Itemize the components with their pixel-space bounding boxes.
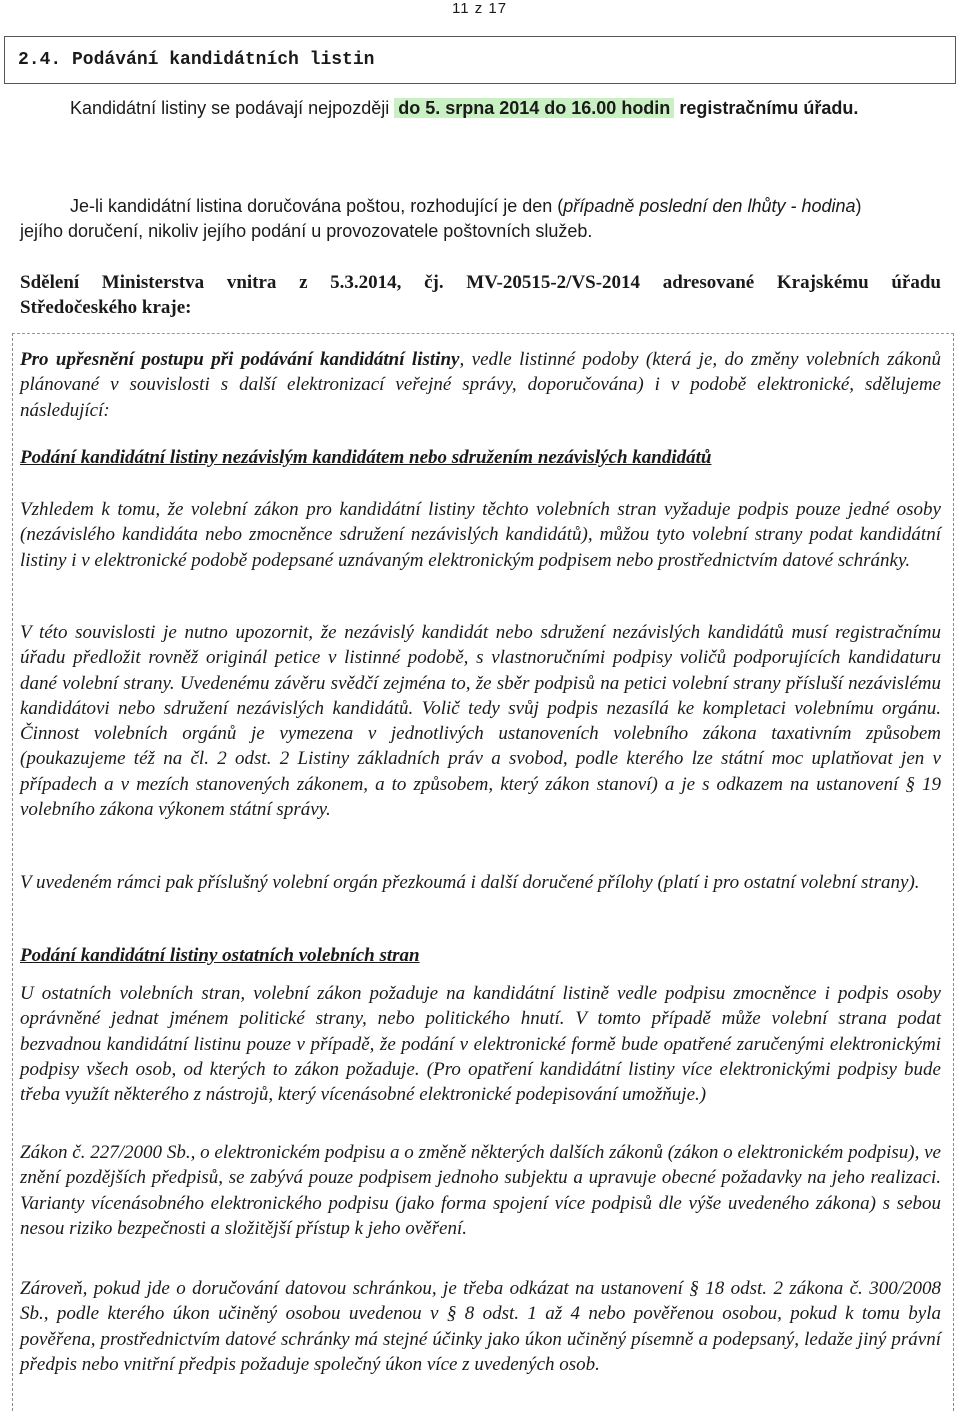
- paragraph-attachments: V uvedeném rámci pak příslušný volební orgán přezkoumá i další doručené přílohy (platí i pro ostatní volební strany).: [20, 872, 920, 893]
- quote-intro-paragraph: [20, 347, 941, 423]
- heading-other-parties: Podání kandidátní listiny ostatních volebních stran: [20, 945, 420, 966]
- quote-intro-bold: Pro upřesnění postupu při podávání kandidátní listiny: [20, 349, 460, 370]
- intro-line: [70, 98, 858, 119]
- mail-line-1: [70, 196, 862, 217]
- page-number: 11 z 17: [452, 0, 508, 17]
- ministry-note-line-1: Sdělení Ministerstva vnitra z 5.3.2014, čj. MV-20515-2/VS-2014 adresované Krajskému úřadu: [20, 272, 941, 293]
- paragraph-data-box: Zároveň, pokud jde o doručování datovou schránkou, je třeba odkázat na ustanovení § 18 odst. 2 zákona č. 300/2008 Sb., podle kterého úkon učiněný osobou uvedenou v § 8 odst. 1 až 4 nebo pověřenou osobou, pokud k tomu byla pověřena, prostřednictvím datové schránky má stejné účinky jako úkon učiněný písemně a podepsaný, ledaže jiný právní předpis nebo vnitřní předpis požaduje společný úkon více z uvedených osob.: [20, 1278, 941, 1375]
- quote-intro-rest: , vedle listinné podoby (která je, do změny volebních zákonů plánované v souvislosti s další elektronizací veřejné správy, doporučována) i v podobě elektronické, sdělujeme následující:: [20, 349, 942, 421]
- intro-recipient: registračnímu úřadu.: [674, 98, 859, 118]
- deadline-highlight: do 5. srpna 2014 do 16.00 hodin: [394, 98, 674, 118]
- mail-line-2: jejího doručení, nikoliv jejího podání u provozovatele poštovních služeb.: [20, 221, 593, 241]
- paragraph-other-parties: U ostatních volebních stran, volební zákon požaduje na kandidátní listině vedle podpisu zmocněnce i podpis osoby oprávněné jednat jménem politické strany, nebo politického hnutí. V tomto případě může volební strana podat bezvadnou kandidátní listinu pouze v případě, že podání v elektronické formě bude opatřené zaručenými elektronickými podpisy všech osob, od kterých to zákon požaduje. (Pro opatření kandidátní listiny více elektronickými podpisy bude třeba využít některého z nástrojů, který vícenásobné elektronické podepisování umožňuje.): [20, 983, 941, 1106]
- paragraph-petition-requirement: V této souvislosti je nutno upozornit, že nezávislý kandidát nebo sdružení nezávislých kandidátů musí registračnímu úřadu předložit rovněž originál petice v listinné podobě, s vlastnoručními podpisy voličů podporujících kandidaturu dané volební strany. Uvedenému závěru svědčí zejména to, že sběr podpisů na petici volební strany přísluší nezávislému kandidátovi nebo sdružení nezávislých kandidátů. Volič tedy svůj podpis nezasílá ke kompletaci volebnímu orgánu. Činnost volebních orgánů je vymezena v jednotlivých ustanoveních volebního zákona taxativním způsobem (poukazujeme též na čl. 2 odst. 2 Listiny základních práv a svobod, podle kterého lze státní moc uplatňovat jen v případech a v mezích stanovených zákonem, a to způsobem, který zákon stanoví) a je s odkazem na ustanovení § 19 volebního zákona výkonem státní správy.: [20, 622, 941, 821]
- intro-text: Kandidátní listiny se podávají nejpozději: [70, 98, 395, 118]
- mail-text-b: ): [855, 196, 862, 216]
- paragraph-electronic-submission: Vzhledem k tomu, že volební zákon pro kandidátní listiny těchto volebních stran vyžaduje podpis pouze jedné osoby (nezávislého kandidáta nebo zmocněnce sdružení nezávislých kandidátů), můžou tyto volební strany podat kandidátní listiny i v elektronické podobě podepsané uznávaným elektronickým podpisem nebo prostřednictvím datové schránky.: [20, 499, 941, 571]
- mail-text-a: Je-li kandidátní listina doručována poštou, rozhodující je den (: [70, 196, 564, 216]
- paragraph-esignature-law: Zákon č. 227/2000 Sb., o elektronickém podpisu a o změně některých dalších zákonů (zákon o elektronickém podpisu), ve znění pozdějších předpisů, se zabývá pouze podpisem jednoho subjektu a upravuje obecné požadavky na jeho realizaci. Varianty vícenásobného elektronického podpisu (jako forma spojení více podpisů dle výše uvedeného zákona) s sebou nesou riziko bezpečnosti a složitější přístup k jeho ověření.: [20, 1142, 941, 1239]
- mail-text-italic: případně poslední den lhůty - hodina: [563, 196, 856, 216]
- section-title: 2.4. Podávání kandidátních listin: [18, 50, 375, 70]
- heading-independent-candidates: Podání kandidátní listiny nezávislým kandidátem nebo sdružením nezávislých kandidátů: [20, 447, 712, 468]
- ministry-note-line-2: Středočeského kraje:: [20, 297, 192, 318]
